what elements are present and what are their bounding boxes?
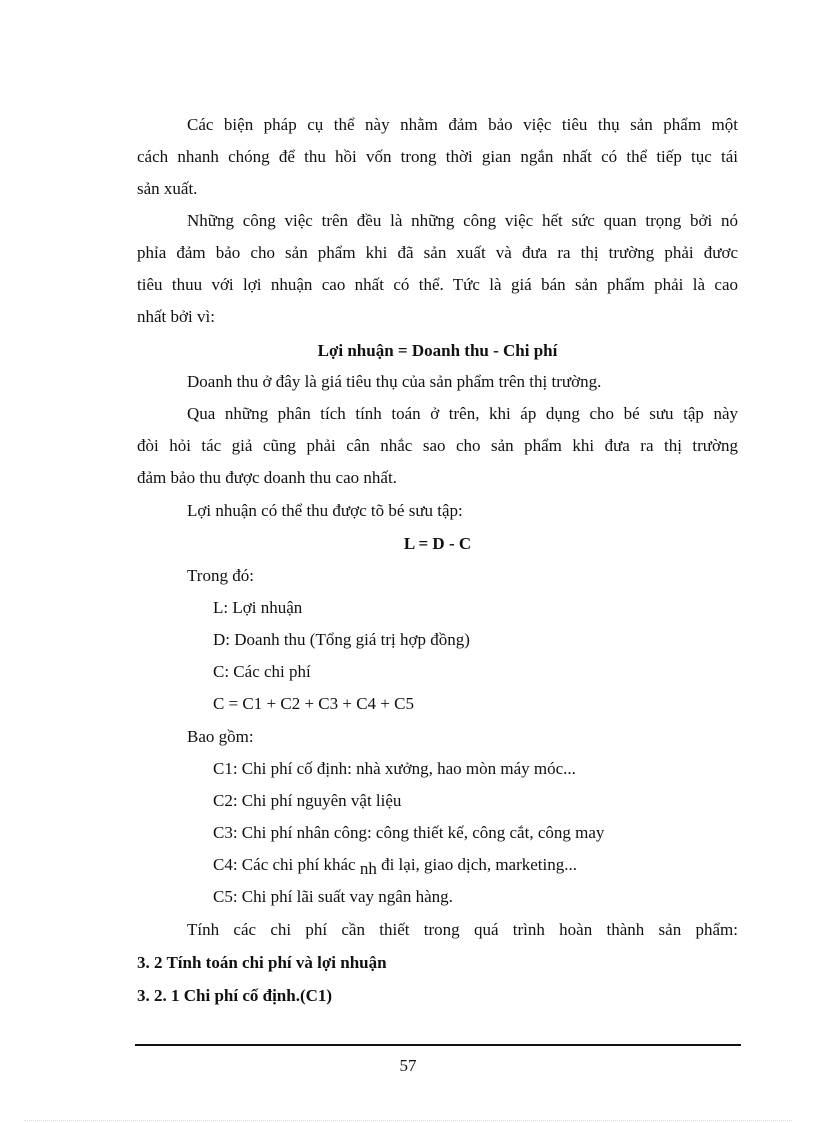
paragraph-line: cách nhanh chóng để thu hồi vốn trong thời gian ngắn nhất có thể tiếp tục tái [137, 147, 738, 166]
formula-l-d-c: L = D - C [403, 534, 472, 553]
paragraph-line: Những công việc trên đều là những công việc hết sức quan trọng bởi nó [187, 211, 738, 230]
paragraph-line: sản xuất. [137, 179, 198, 198]
paragraph-line: đảm bảo thu được doanh thu cao nhất. [137, 468, 397, 487]
paragraph-line: Tính các chi phí cần thiết trong quá trình hoàn thành sản phẩm: [187, 920, 738, 939]
paragraph-line: nhất bởi vì: [137, 307, 215, 326]
paragraph-line: đòi hỏi tác giả cũng phải cân nhắc sao cho sản phẩm khi đưa ra thị trường [137, 436, 738, 455]
page-bottom-border [24, 1120, 792, 1121]
cost-item-text: C4: Các chi phí khác [213, 855, 356, 874]
paragraph-line: phỉa đảm bảo cho sản phẩm khi đã sản xuất và đưa ra thị trường phải đươc [137, 243, 738, 262]
cost-item: C5: Chi phí lãi suất vay ngân hàng. [213, 887, 453, 906]
cost-item: C2: Chi phí nguyên vật liệu [213, 791, 402, 810]
includes-label: Bao gồm: [187, 727, 254, 746]
paragraph-line: Các biện pháp cụ thể này nhằm đảm bảo việc tiêu thụ sản phẩm một [187, 115, 738, 134]
paragraph-line: tiêu thuu với lợi nhuận cao nhất có thể. Tức là giá bán sản phẩm phải là cao [137, 275, 738, 294]
page-number: 57 [399, 1056, 417, 1075]
section-heading: 3. 2 Tính toán chi phí và lợi nhuận [137, 953, 387, 972]
cost-item: C3: Chi phí nhân công: công thiết kế, công cắt, công may [213, 823, 605, 842]
definition-item: D: Doanh thu (Tổng giá trị hợp đồng) [213, 630, 470, 649]
cost-item-fragment: nh [359, 859, 377, 878]
paragraph-line: Doanh thu ở đây là giá tiêu thụ của sản phẩm trên thị trường. [187, 372, 602, 391]
subsection-heading: 3. 2. 1 Chi phí cố định.(C1) [137, 986, 333, 1005]
footer-rule [135, 1044, 741, 1046]
definition-item: C = C1 + C2 + C3 + C4 + C5 [213, 694, 414, 713]
formula-profit: Lợi nhuận = Doanh thu - Chi phí [317, 341, 558, 360]
where-label: Trong đó: [187, 566, 254, 585]
cost-item [213, 854, 577, 876]
cost-item-text: đi lại, giao dịch, marketing... [381, 855, 578, 874]
definition-item: C: Các chi phí [213, 662, 311, 681]
cost-item: C1: Chi phí cố định: nhà xưởng, hao mòn máy móc... [213, 759, 576, 778]
definition-item: L: Lợi nhuận [213, 598, 303, 617]
paragraph-line: Qua những phân tích tính toán ở trên, khi áp dụng cho bé sưu tập này [187, 404, 738, 423]
paragraph-line: Lợi nhuận có thể thu được tõ bé sưu tập: [187, 501, 463, 520]
